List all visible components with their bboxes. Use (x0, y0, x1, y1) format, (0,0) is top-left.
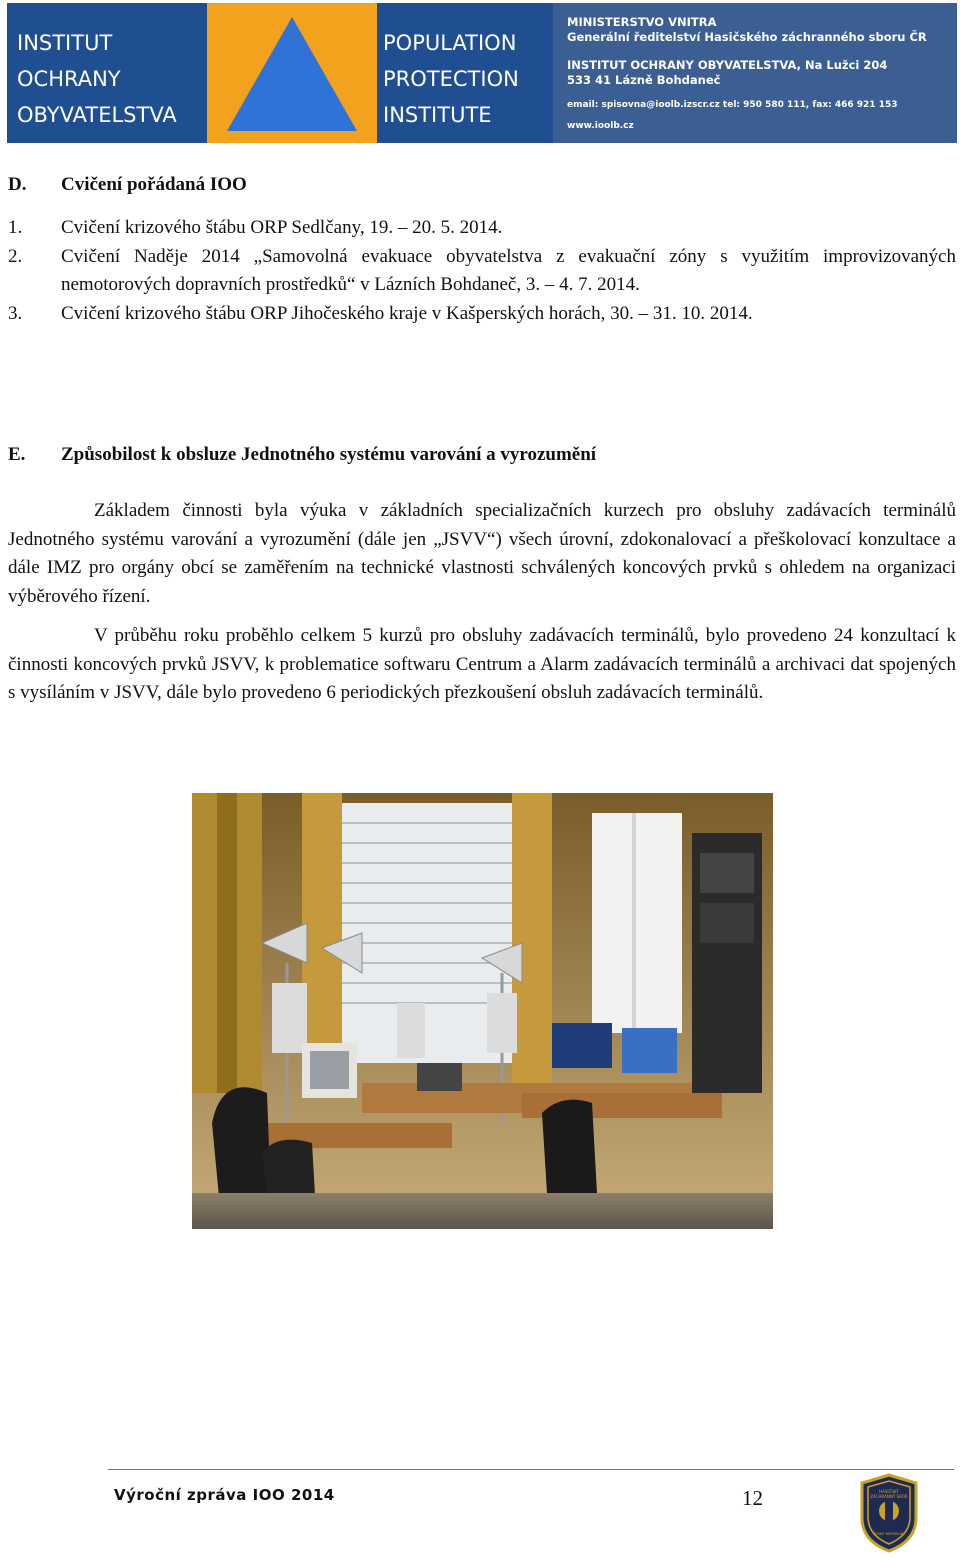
section-title: Způsobilost k obsluze Jednotného systému varování a vyrozumění (61, 444, 597, 465)
directorate-label: Generální ředitelství Hasičského záchranného sboru ČR (567, 30, 927, 44)
section-title: Cvičení pořádaná IOO (61, 174, 247, 195)
section-e-heading (8, 441, 956, 470)
org-line: OCHRANY (17, 67, 121, 91)
emblem-text: ČESKÉ REPUBLIKY (872, 1532, 906, 1536)
section-d-list (8, 214, 956, 328)
section-letter: E. (8, 444, 26, 465)
institute-name-cz (17, 25, 177, 133)
list-item (8, 214, 956, 243)
section-e-paragraph: V průběhu roku proběhlo celkem 5 kurzů pro obsluhy zadávacích terminálů, bylo provedeno 24 konzultací k činnosti koncových prvků JSVV, k problematice softwaru Centrum a Alarm zadávacích terminálů a archivaci dat spojených s vysíláním v JSVV, dále bylo provedeno 6 periodických přezkoušení obsluh zadávacích terminálů. (8, 625, 956, 703)
list-number: 2. (8, 245, 23, 267)
footer-rule (108, 1469, 954, 1470)
fire-rescue-emblem-icon (858, 1473, 920, 1553)
ministry-label: MINISTERSTVO VNITRA (567, 15, 717, 29)
web-link[interactable]: www.ioolb.cz (567, 121, 634, 131)
list-number: 1. (8, 217, 23, 238)
section-letter: D. (8, 174, 27, 195)
banner-left-panel (7, 3, 207, 143)
banner-en-panel (377, 3, 553, 143)
list-item (8, 243, 956, 300)
org-line: OBYVATELSTVA (17, 103, 177, 127)
list-text: Cvičení krizového štábu ORP Sedlčany, 19. – 20. 5. 2014. (61, 217, 503, 238)
org-line: INSTITUT (17, 31, 113, 55)
footer-title: Výroční zpráva IOO 2014 (114, 1486, 335, 1504)
classroom-photo-image (192, 793, 773, 1229)
address-label: INSTITUT OCHRANY OBYVATELSTVA, Na Lužci 204 (567, 58, 888, 72)
institute-name-en (383, 25, 519, 133)
list-number: 3. (8, 302, 23, 324)
emblem-text: HASIČSKÝ (879, 1489, 899, 1494)
city-label: 533 41 Lázně Bohdaneč (567, 73, 721, 87)
banner-logo-panel (207, 3, 377, 143)
org-line: POPULATION (383, 31, 517, 55)
contact-label: email: spisovna@ioolb.izscr.cz tel: 950 580 111, fax: 466 921 153 (567, 100, 898, 110)
section-e-paragraph: Základem činnosti byla výuka v základních specializačních kurzech pro obsluhy zadávacích terminálů Jednotného systému varování a vyrozumění (dále jen „JSVV“) všech úrovní, zdokonalovací a přeškolovací konzultace a dále IMZ pro orgány obcí se zaměřením na technické vlastnosti schválených koncových prvků s ohledem na organizaci výběrového řízení. (8, 500, 956, 607)
list-text: Cvičení Naděje 2014 „Samovolná evakuace obyvatelstva z evakuační zóny s využitím improvizovaných nemotorových dopravních prostředků“ v Lázních Bohdaneč, 3. – 4. 7. 2014. (61, 245, 956, 295)
list-item (8, 300, 956, 329)
page-number: 12 (742, 1486, 763, 1510)
list-text: Cvičení krizového štábu ORP Jihočeského kraje v Kašperských horách, 30. – 31. 10. 2014. (61, 302, 753, 324)
classroom-photo (192, 793, 773, 1229)
emblem-text: ZÁCHRANNÝ SBOR (870, 1494, 908, 1499)
triangle-logo-icon (207, 3, 377, 143)
section-d-heading (8, 171, 956, 200)
org-line: PROTECTION (383, 67, 519, 91)
org-line: INSTITUTE (383, 103, 492, 127)
banner-contact-panel (553, 3, 957, 143)
header-banner (7, 3, 957, 143)
